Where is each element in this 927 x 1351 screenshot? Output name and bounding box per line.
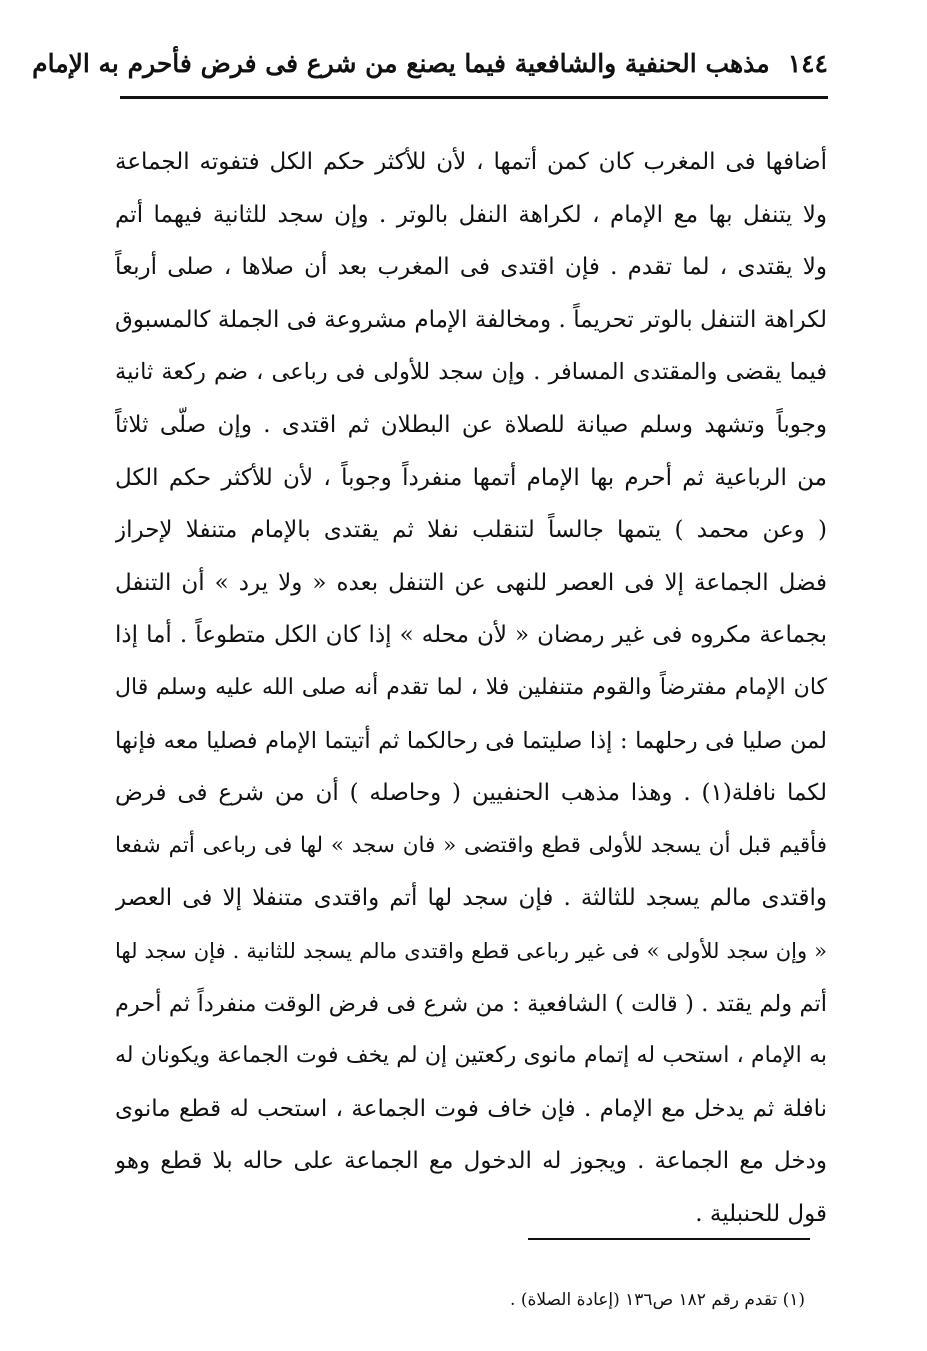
text-line: ولا يقتدى ، لما تقدم . فإن اقتدى فى المغرب بعد أن صلاها ، صلى أربعاً [115,254,827,281]
text-line: فأقيم قبل أن يسجد للأولى قطع واقتضى « فان سجد » لها فى رباعى أتم شفعا [115,832,827,858]
text-line: ( وعن محمد ) يتمها جالساً لتنقلب نفلا ثم يقتدى بالإمام متنفلا لإحراز [115,517,827,544]
text-line: ودخل مع الجماعة . ويجوز له الدخول مع الجماعة على حاله بلا قطع وهو [115,1148,827,1175]
text-line: كان الإمام مفترضاً والقوم متنفلين فلا ، لما تقدم أنه صلى الله عليه وسلم قال [115,674,827,700]
text-line: نافلة ثم يدخل مع الإمام . فإن خاف فوت الجماعة ، استحب له قطع مانوى [115,1095,827,1122]
header-rule [120,96,828,99]
text-line: فيما يقضى والمقتدى المسافر . وإن سجد للأولى فى رباعى ، ضم ركعة ثانية [115,359,827,386]
text-line: واقتدى مالم يسجد للثالثة . فإن سجد لها أتم واقتدى متنفلا إلا فى العصر [115,885,827,912]
text-line: أضافها فى المغرب كان كمن أتمها ، لأن للأكثر حكم الكل فتفوته الجماعة [115,149,827,175]
text-line: لكراهة التنفل بالوتر تحريماً . ومخالفة الإمام مشروعة فى الجملة كالمسبوق [115,306,827,333]
text-line: به الإمام ، استحب له إتمام مانوى ركعتين إن لم يخف فوت الجماعة ويكونان له [115,1043,827,1069]
text-line: لمن صليا فى رحلهما : إذا صليتما فى رحالكما ثم أتيتما الإمام فصليا معه فإنها [115,727,827,754]
footnote-rule [528,1238,810,1240]
page-number: ١٤٤ [787,48,828,78]
text-line: من الرباعية ثم أحرم بها الإمام أتمها منفرداً وجوباً ، لأن للأكثر حكم الكل [115,464,827,491]
footnote: (١) تقدم رقم ١٨٢ ص١٣٦ (إعادة الصلاة) . [510,1290,805,1310]
text-line: وجوباً وتشهد وسلم صيانة للصلاة عن البطلان ثم اقتدى . وإن صلّى ثلاثاً [115,411,827,438]
text-line: بجماعة مكروه فى غير رمضان « لأن محله » إذا كان الكل متطوعاً . أما إذا [115,622,827,649]
text-line: لكما نافلة(١) . وهذا مذهب الحنفيين ( وحاصله ) أن من شرع فى فرض [115,780,827,807]
running-title: مذهب الحنفية والشافعية فيما يصنع من شرع فى فرض فأحرم به الإمام [32,48,770,78]
text-line: فضل الجماعة إلا فى العصر للنهى عن التنفل بعده « ولا يرد » أن التنفل [115,569,827,596]
body-text [115,136,827,1240]
text-line: أتم ولم يقتد . ( قالت ) الشافعية : من شرع فى فرض الوقت منفرداً ثم أحرم [115,990,827,1017]
running-header [32,38,828,88]
text-line: قول للحنبلية . [695,1200,827,1227]
text-line: ولا يتنفل بها مع الإمام ، لكراهة النفل بالوتر . وإن سجد للثانية فيهما أتم [115,201,827,228]
text-line: « وإن سجد للأولى » فى غير رباعى قطع واقتدى مالم يسجد للثانية . فإن سجد لها [115,938,827,963]
